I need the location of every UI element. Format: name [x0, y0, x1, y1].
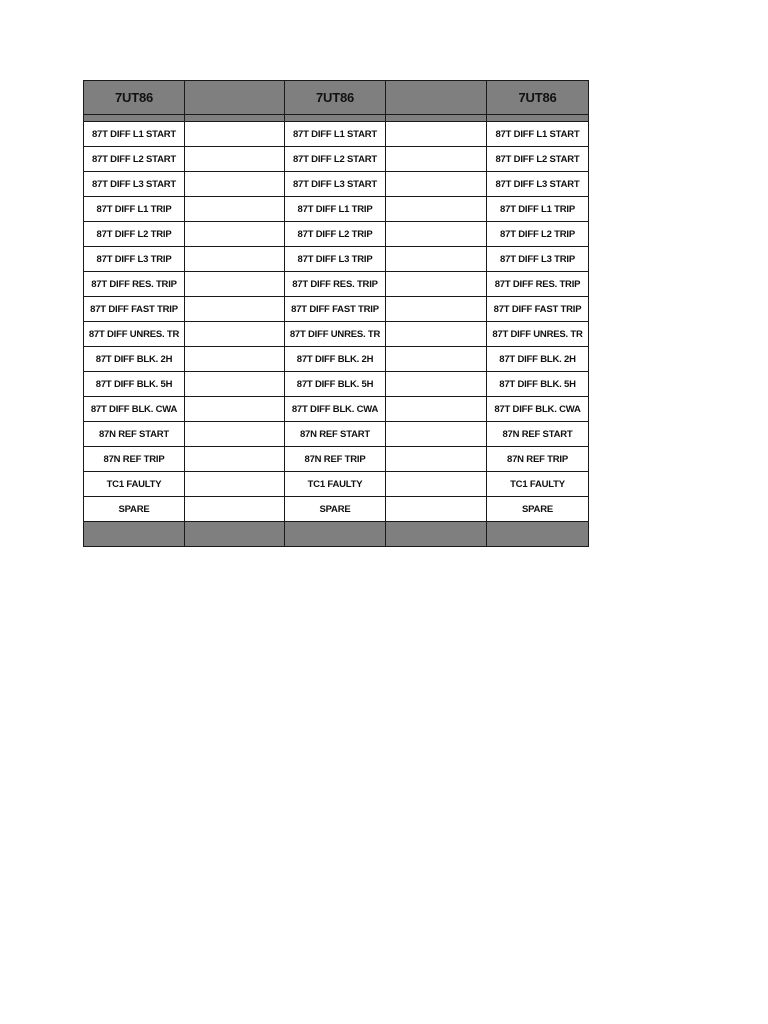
blank-cell: [185, 122, 285, 147]
signal-cell-device-1: 87T DIFF UNRES. TR: [84, 322, 185, 347]
table-row: [84, 322, 589, 347]
blank-cell: [386, 397, 487, 422]
blank-cell: [386, 122, 487, 147]
header-cell-blank-1: [185, 81, 285, 115]
blank-cell: [185, 347, 285, 372]
signal-cell-device-3: 87N REF START: [487, 422, 589, 447]
signal-cell-device-2: 87T DIFF L2 START: [285, 147, 386, 172]
signal-cell-device-2: 87T DIFF FAST TRIP: [285, 297, 386, 322]
blank-cell: [386, 322, 487, 347]
blank-cell: [386, 297, 487, 322]
table-row: [84, 197, 589, 222]
header-row: [84, 81, 589, 115]
header-cell-device-3: 7UT86: [487, 81, 589, 115]
signal-cell-device-2: 87T DIFF L1 START: [285, 122, 386, 147]
blank-cell: [185, 147, 285, 172]
blank-cell: [386, 422, 487, 447]
header-cell-blank-2: [386, 81, 487, 115]
signal-cell-device-2: 87T DIFF L2 TRIP: [285, 222, 386, 247]
signal-cell-device-2: 87N REF START: [285, 422, 386, 447]
signal-cell-device-3: SPARE: [487, 497, 589, 522]
signal-cell-device-3: 87N REF TRIP: [487, 447, 589, 472]
signal-cell-device-3: 87T DIFF L3 TRIP: [487, 247, 589, 272]
blank-cell: [386, 497, 487, 522]
table-row: [84, 447, 589, 472]
signal-cell-device-1: 87N REF START: [84, 422, 185, 447]
table-row: [84, 422, 589, 447]
signal-cell-device-2: 87T DIFF BLK. CWA: [285, 397, 386, 422]
blank-cell: [185, 422, 285, 447]
signal-cell-device-3: 87T DIFF UNRES. TR: [487, 322, 589, 347]
signal-cell-device-2: 87T DIFF RES. TRIP: [285, 272, 386, 297]
blank-cell: [185, 322, 285, 347]
blank-cell: [185, 197, 285, 222]
table-row: [84, 297, 589, 322]
signal-table: [83, 80, 589, 547]
blank-cell: [185, 222, 285, 247]
divider-cell: [285, 115, 386, 122]
blank-cell: [386, 147, 487, 172]
blank-cell: [185, 247, 285, 272]
signal-cell-device-1: 87T DIFF BLK. 2H: [84, 347, 185, 372]
signal-cell-device-2: 87N REF TRIP: [285, 447, 386, 472]
signal-cell-device-3: 87T DIFF BLK. 2H: [487, 347, 589, 372]
signal-cell-device-3: 87T DIFF RES. TRIP: [487, 272, 589, 297]
table-body: [84, 81, 589, 547]
table-row: [84, 222, 589, 247]
signal-cell-device-1: 87T DIFF L3 TRIP: [84, 247, 185, 272]
signal-cell-device-2: 87T DIFF L3 TRIP: [285, 247, 386, 272]
divider-cell: [84, 115, 185, 122]
footer-cell: [487, 522, 589, 547]
footer-row: [84, 522, 589, 547]
header-cell-device-1: 7UT86: [84, 81, 185, 115]
blank-cell: [386, 347, 487, 372]
blank-cell: [386, 172, 487, 197]
signal-cell-device-3: 87T DIFF L1 TRIP: [487, 197, 589, 222]
table-row: [84, 172, 589, 197]
signal-cell-device-2: SPARE: [285, 497, 386, 522]
table-row: [84, 147, 589, 172]
table-row: [84, 397, 589, 422]
signal-cell-device-3: 87T DIFF BLK. 5H: [487, 372, 589, 397]
signal-cell-device-2: 87T DIFF BLK. 2H: [285, 347, 386, 372]
signal-cell-device-2: TC1 FAULTY: [285, 472, 386, 497]
blank-cell: [386, 447, 487, 472]
signal-cell-device-3: 87T DIFF FAST TRIP: [487, 297, 589, 322]
signal-cell-device-1: 87T DIFF L3 START: [84, 172, 185, 197]
blank-cell: [386, 197, 487, 222]
blank-cell: [185, 372, 285, 397]
signal-cell-device-1: 87T DIFF L1 START: [84, 122, 185, 147]
signal-cell-device-1: 87T DIFF L2 START: [84, 147, 185, 172]
blank-cell: [185, 272, 285, 297]
signal-cell-device-1: 87T DIFF L2 TRIP: [84, 222, 185, 247]
signal-cell-device-2: 87T DIFF UNRES. TR: [285, 322, 386, 347]
blank-cell: [185, 172, 285, 197]
table-row: [84, 272, 589, 297]
blank-cell: [185, 397, 285, 422]
table-row: [84, 472, 589, 497]
signal-cell-device-3: 87T DIFF L2 START: [487, 147, 589, 172]
signal-cell-device-2: 87T DIFF BLK. 5H: [285, 372, 386, 397]
blank-cell: [386, 272, 487, 297]
signal-cell-device-2: 87T DIFF L3 START: [285, 172, 386, 197]
table-row: [84, 497, 589, 522]
signal-cell-device-3: 87T DIFF L2 TRIP: [487, 222, 589, 247]
blank-cell: [386, 472, 487, 497]
signal-cell-device-1: 87T DIFF RES. TRIP: [84, 272, 185, 297]
signal-cell-device-1: 87T DIFF BLK. 5H: [84, 372, 185, 397]
signal-cell-device-3: TC1 FAULTY: [487, 472, 589, 497]
table-row: [84, 347, 589, 372]
signal-cell-device-3: 87T DIFF BLK. CWA: [487, 397, 589, 422]
header-cell-device-2: 7UT86: [285, 81, 386, 115]
signal-cell-device-1: 87T DIFF FAST TRIP: [84, 297, 185, 322]
signal-cell-device-3: 87T DIFF L1 START: [487, 122, 589, 147]
footer-cell: [84, 522, 185, 547]
table-row: [84, 122, 589, 147]
blank-cell: [185, 472, 285, 497]
footer-cell: [185, 522, 285, 547]
footer-cell: [386, 522, 487, 547]
table-row: [84, 372, 589, 397]
header-divider-row: [84, 115, 589, 122]
signal-cell-device-2: 87T DIFF L1 TRIP: [285, 197, 386, 222]
blank-cell: [386, 372, 487, 397]
blank-cell: [386, 247, 487, 272]
footer-cell: [285, 522, 386, 547]
signal-cell-device-1: TC1 FAULTY: [84, 472, 185, 497]
divider-cell: [386, 115, 487, 122]
blank-cell: [185, 497, 285, 522]
blank-cell: [185, 297, 285, 322]
table-row: [84, 247, 589, 272]
blank-cell: [185, 447, 285, 472]
signal-cell-device-1: 87N REF TRIP: [84, 447, 185, 472]
divider-cell: [487, 115, 589, 122]
blank-cell: [386, 222, 487, 247]
signal-cell-device-3: 87T DIFF L3 START: [487, 172, 589, 197]
divider-cell: [185, 115, 285, 122]
signal-cell-device-1: 87T DIFF BLK. CWA: [84, 397, 185, 422]
signal-cell-device-1: 87T DIFF L1 TRIP: [84, 197, 185, 222]
signal-cell-device-1: SPARE: [84, 497, 185, 522]
